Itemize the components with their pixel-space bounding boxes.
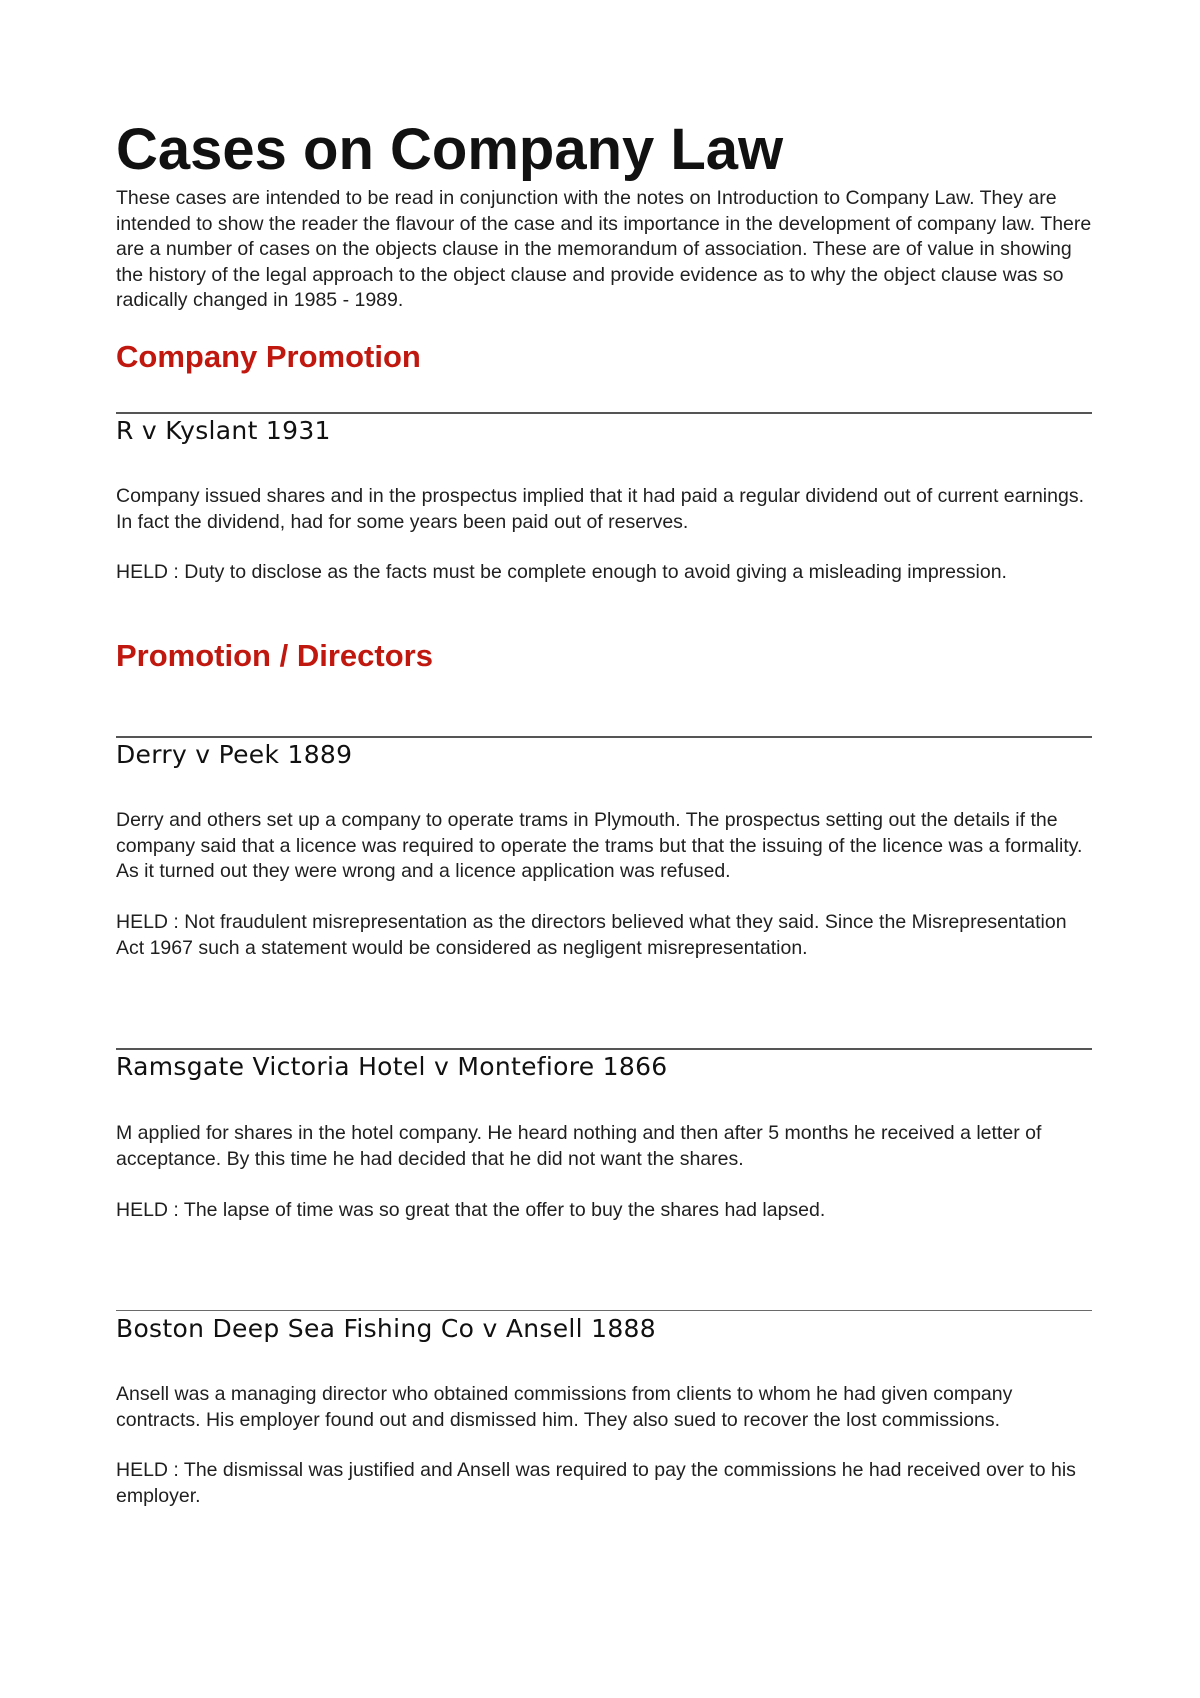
case-facts-ramsgate: M applied for shares in the hotel company. He heard nothing and then after 5 months he received a letter of acceptance. By this time he had decided that he did not want the shares. xyxy=(116,1122,1042,1170)
case-title-derry-v-peek: Derry v Peek 1889 xyxy=(116,740,353,769)
case-divider xyxy=(116,1048,1092,1050)
intro-paragraph: These cases are intended to be read in conjunction with the notes on Introduction to Company Law. They are intended to show the reader the flavour of the case and its importance in the development of company law. There are a number of cases on the objects clause in the memorandum of association. These are of value in showing the history of the legal approach to the object clause and provide evidence as to why the object clause was so radically changed in 1985 - 1989. xyxy=(116,187,1092,311)
case-facts-boston-deep-sea: Ansell was a managing director who obtained commissions from clients to whom he had given company contracts. His employer found out and dismissed him. They also sued to recover the lost commissions. xyxy=(116,1383,1013,1431)
case-divider xyxy=(116,736,1092,738)
case-facts-derry-v-peek: Derry and others set up a company to operate trams in Plymouth. The prospectus setting out the details if the company said that a licence was required to operate the trams but that the issuing of the licence was a formality. As it turned out they were wrong and a licence application was refused. xyxy=(116,809,1083,882)
case-title-boston-deep-sea: Boston Deep Sea Fishing Co v Ansell 1888 xyxy=(116,1314,656,1343)
case-held-kyslant: HELD : Duty to disclose as the facts must be complete enough to avoid giving a misleading impression. xyxy=(116,561,1007,583)
section-heading-company-promotion: Company Promotion xyxy=(116,339,421,374)
case-held-boston-deep-sea: HELD : The dismissal was justified and Ansell was required to pay the commissions he had received over to his employer. xyxy=(116,1459,1076,1507)
case-held-ramsgate: HELD : The lapse of time was so great that the offer to buy the shares had lapsed. xyxy=(116,1199,826,1221)
section-heading-promotion-directors: Promotion / Directors xyxy=(116,638,433,673)
case-held-derry-v-peek: HELD : Not fraudulent misrepresentation as the directors believed what they said. Since the Misrepresentation Act 1967 such a statement would be considered as negligent misrepresentation. xyxy=(116,911,1067,959)
document-title: Cases on Company Law xyxy=(116,117,784,182)
case-title-ramsgate: Ramsgate Victoria Hotel v Montefiore 1866 xyxy=(116,1052,668,1081)
case-divider xyxy=(116,412,1092,414)
case-facts-kyslant: Company issued shares and in the prospectus implied that it had paid a regular dividend out of current earnings. In fact the dividend, had for some years been paid out of reserves. xyxy=(116,485,1084,533)
case-divider xyxy=(116,1310,1092,1311)
case-title-kyslant: R v Kyslant 1931 xyxy=(116,416,331,445)
